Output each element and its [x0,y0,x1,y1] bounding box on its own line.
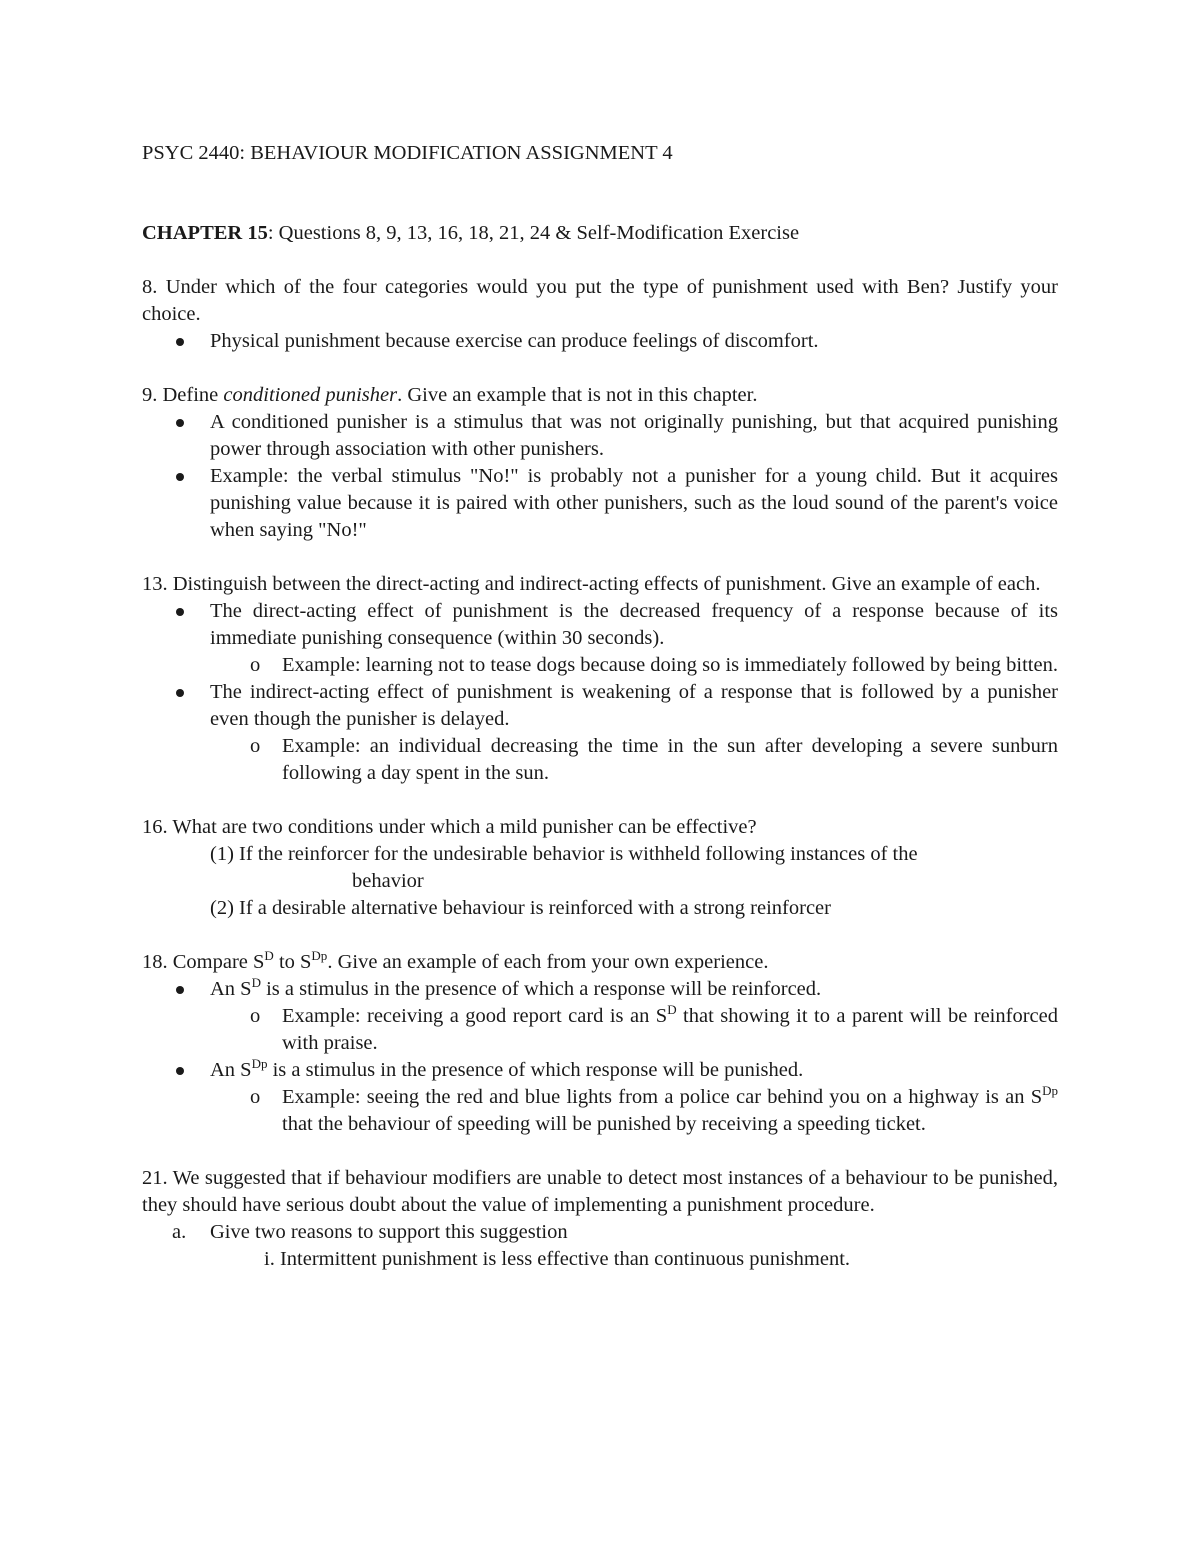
superscript: D [251,975,261,990]
document-title: PSYC 2440: BEHAVIOUR MODIFICATION ASSIGNMENT 4 [142,142,673,164]
text-run: that showing it to a parent will be reinforced with praise. [282,1005,1058,1054]
question-9-suffix: . Give an example that is not in this chapter. [397,384,758,406]
question-9-text [142,382,1058,409]
question-9-term: conditioned punisher [223,384,398,406]
question-13-text: 13. Distinguish between the direct-acting and indirect-acting effects of punishment. Give an example of each. [142,573,1041,595]
question-16-text: 16. What are two conditions under which a mild punisher can be effective? [142,816,757,838]
text-run: 18. Compare S [142,951,265,973]
question-9 [142,382,1058,544]
question-8-answers [142,328,1058,355]
sub-answer-i: i. Intermittent punishment is less effective than continuous punishment. [264,1248,851,1270]
text-run: is a stimulus in the presence of which a response will be reinforced. [260,978,822,1000]
question-18-text [142,949,1058,976]
superscript: D [264,948,274,963]
question-13-answers-2 [142,679,1058,733]
question-18-answers [142,976,1058,1003]
question-18 [142,949,1058,1138]
text-run: to S [273,951,312,973]
superscript: D [667,1002,677,1017]
question-13-examples-2 [142,733,1058,787]
condition-2: (2) If a desirable alternative behaviour is reinforced with a strong reinforcer [210,897,831,919]
chapter-questions: : Questions 8, 9, 13, 16, 18, 21, 24 & Self-Modification Exercise [267,222,800,244]
condition-1: (1) If the reinforcer for the undesirable behavior is withheld following instances of the [210,843,918,865]
question-13 [142,571,1058,787]
superscript: Dp [311,948,328,963]
text-run: is a stimulus in the presence of which response will be punished. [267,1059,804,1081]
question-21-text: 21. We suggested that if behaviour modifiers are unable to detect most instances of a behaviour to be punished, they should have serious doubt about the value of implementing a punishment procedure. [142,1167,1058,1216]
question-9-answers [142,409,1058,544]
sub-bullet-item [142,1084,1058,1138]
sub-question-marker: a. [172,1221,187,1243]
condition-1-continued: behavior [352,870,424,892]
question-16 [142,814,1058,922]
text-run: Example: receiving a good report card is an S [282,1005,668,1027]
question-13-answers [142,598,1058,652]
sub-bullet-item: o Example: an individual decreasing the time in the sun after developing a severe sunburn following a day spent in the sun. [142,733,1058,787]
bullet-item: The direct-acting effect of punishment is the decreased frequency of a response because of its immediate punishing consequence (within 30 seconds). [142,598,1058,652]
sub-bullet-item: o Example: learning not to tease dogs because doing so is immediately followed by being bitten. [142,652,1058,679]
question-9-prefix: 9. Define [142,384,224,406]
chapter-heading [142,220,1058,247]
question-18-answers-2 [142,1057,1058,1084]
question-8-text: 8. Under which of the four categories would you put the type of punishment used with Ben? Justify your choice. [142,276,1058,325]
bullet-item: Physical punishment because exercise can produce feelings of discomfort. [142,328,1058,355]
question-18-examples-2 [142,1084,1058,1138]
question-13-examples-1 [142,652,1058,679]
bullet-item [142,976,1058,1003]
chapter-label: CHAPTER 15 [142,222,268,244]
bullet-item: The indirect-acting effect of punishment is weakening of a response that is followed by a punisher even though the punisher is delayed. [142,679,1058,733]
sub-bullet-item [142,1003,1058,1057]
superscript: Dp [1042,1083,1058,1098]
question-18-examples-1 [142,1003,1058,1057]
text-run: An S [210,1059,252,1081]
text-run: Example: seeing the red and blue lights from a police car behind you on a highway is an S [282,1086,1043,1108]
sub-question-a [142,1219,1058,1246]
sub-question-a-text: Give two reasons to support this suggestion [210,1221,568,1243]
superscript: Dp [251,1056,268,1071]
text-run: . Give an example of each from your own experience. [327,951,769,973]
question-8 [142,274,1058,355]
text-run: An S [210,978,252,1000]
bullet-item [142,1057,1058,1084]
bullet-item: Example: the verbal stimulus "No!" is probably not a punisher for a young child. But it acquires punishing value because it is paired with other punishers, such as the loud sound of the parent's voice when saying "No!" [142,463,1058,544]
question-21 [142,1165,1058,1273]
text-run: that the behaviour of speeding will be punished by receiving a speeding ticket. [282,1113,926,1135]
bullet-item: A conditioned punisher is a stimulus that was not originally punishing, but that acquired punishing power through association with other punishers. [142,409,1058,463]
